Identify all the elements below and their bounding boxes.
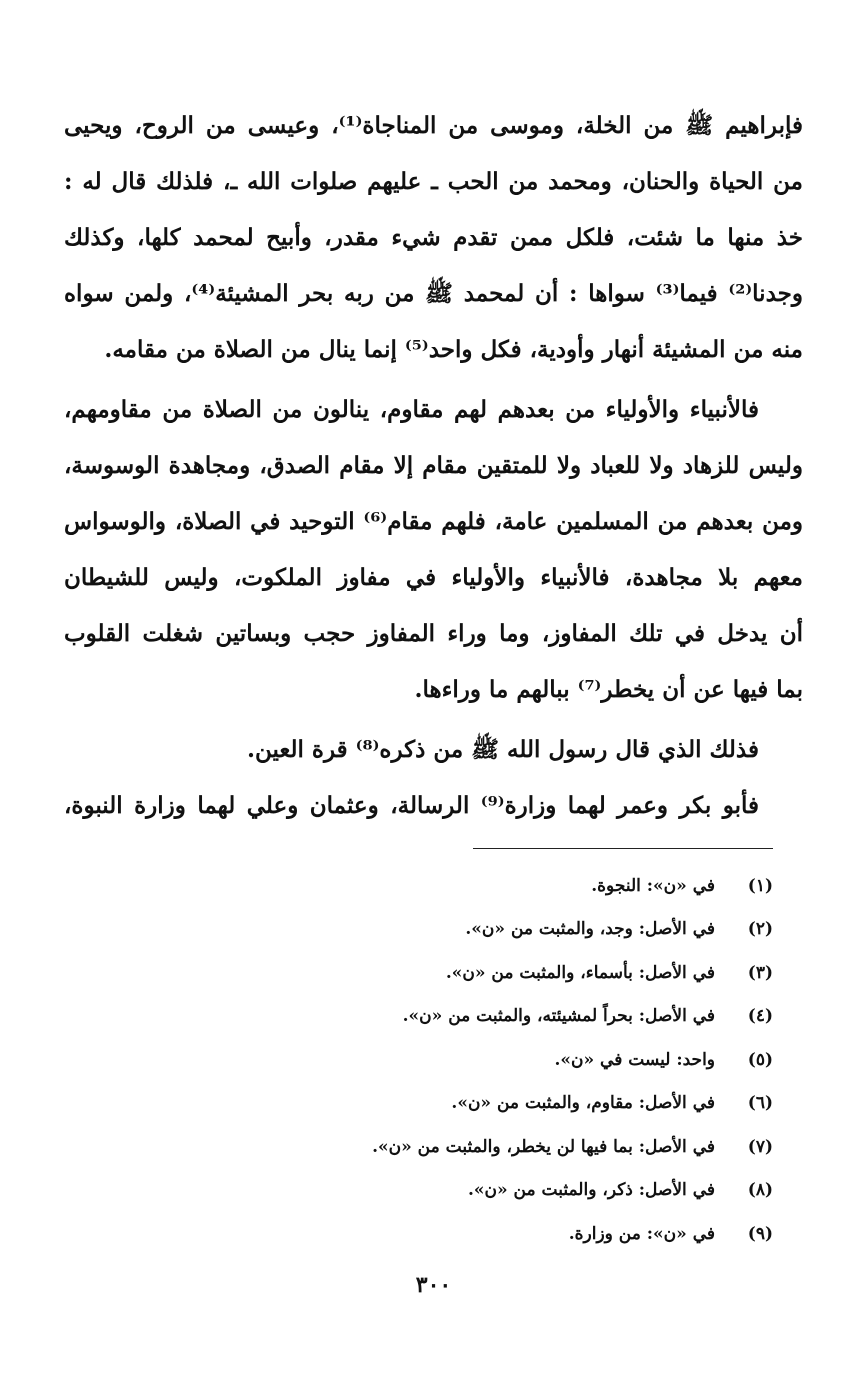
main-text — [64, 98, 803, 834]
footnote-text: في «ن»: من وزارة. — [568, 1223, 715, 1244]
footnote-number: (٤) — [747, 1006, 773, 1027]
text-line: بما فيها عن أن يخطر⁽⁷⁾ ببالهم ما وراءها. — [414, 676, 803, 703]
text-line: خذ منها ما شئت، فلكل ممن تقدم شيء مقدر، وأبيح لمحمد كلها، وكذلك — [64, 224, 803, 251]
text-line: وجدنا⁽²⁾ فيما⁽³⁾ سواها : أن لمحمد ﷺ من ربه بحر المشيئة⁽⁴⁾، ولمن سواه — [64, 280, 803, 307]
text-line: فإبراهيم ﷺ من الخلة، وموسى من المناجاة⁽¹⁾، وعيسى من الروح، ويحيى — [64, 112, 804, 139]
footnote-text: في الأصل: بأسماء، والمثبت من «ن». — [445, 962, 715, 983]
footnotes — [64, 864, 773, 1256]
footnote-number: (١) — [747, 875, 773, 896]
footnote-separator — [473, 848, 773, 849]
footnote-text: في الأصل: بما فيها لن يخطر، والمثبت من «ن». — [372, 1136, 715, 1157]
footnote — [64, 1082, 773, 1126]
text-line: وليس للزهاد ولا للعباد ولا للمتقين مقام إلا مقام الصدق، ومجاهدة الوسوسة، — [64, 452, 803, 479]
text-line: معهم بلا مجاهدة، فالأنبياء والأولياء في مفاوز الملكوت، وليس للشيطان — [64, 564, 803, 591]
footnote-text: في الأصل: ذكر، والمثبت من «ن». — [467, 1180, 715, 1201]
footnote-number: (٨) — [747, 1180, 773, 1201]
footnote — [64, 1038, 773, 1082]
text-line: ومن بعدهم من المسلمين عامة، فلهم مقام⁽⁶⁾ التوحيد في الصلاة، والوسواس — [64, 508, 804, 535]
footnote-number: (٣) — [747, 962, 773, 983]
footnote-text: واحد: ليست في «ن». — [554, 1049, 715, 1070]
footnote-number: (٩) — [747, 1223, 773, 1244]
footnote — [64, 1212, 773, 1256]
text-line: منه من المشيئة أنهار وأودية، فكل واحد⁽⁵⁾ إنما ينال من الصلاة من مقامه. — [104, 336, 803, 363]
text-line: أن يدخل في تلك المفاوز، وما وراء المفاوز حجب وبساتين شغلت القلوب — [64, 620, 803, 647]
footnote — [64, 995, 773, 1039]
footnote-number: (٥) — [747, 1049, 773, 1070]
text-line: من الحياة والحنان، ومحمد من الحب ـ عليهم صلوات الله ـ، فلذلك قال له : — [64, 168, 803, 195]
text-line: فأبو بكر وعمر لهما وزارة⁽⁹⁾ الرسالة، وعثمان وعلي لهما وزارة النبوة، — [64, 792, 760, 819]
footnote — [64, 951, 773, 995]
footnote-number: (٢) — [747, 919, 773, 940]
footnote-text: في «ن»: النجوة. — [591, 875, 715, 896]
footnote-number: (٦) — [747, 1093, 773, 1114]
page-number: ٣٠٠ — [415, 1272, 452, 1298]
text-line: فذلك الذي قال رسول الله ﷺ من ذكره⁽⁸⁾ قرة العين. — [246, 736, 759, 763]
footnote — [64, 908, 773, 952]
footnote-text: في الأصل: وجد، والمثبت من «ن». — [465, 919, 715, 940]
text-line: فالأنبياء والأولياء من بعدهم لهم مقاوم، ينالون من الصلاة من مقاومهم، — [64, 396, 759, 423]
footnote — [64, 864, 773, 908]
footnote — [64, 1169, 773, 1213]
footnote-text: في الأصل: مقاوم، والمثبت من «ن». — [451, 1093, 715, 1114]
footnote — [64, 1125, 773, 1169]
footnote-text: في الأصل: بحراً لمشيئته، والمثبت من «ن». — [402, 1006, 715, 1027]
footnote-number: (٧) — [747, 1136, 773, 1157]
